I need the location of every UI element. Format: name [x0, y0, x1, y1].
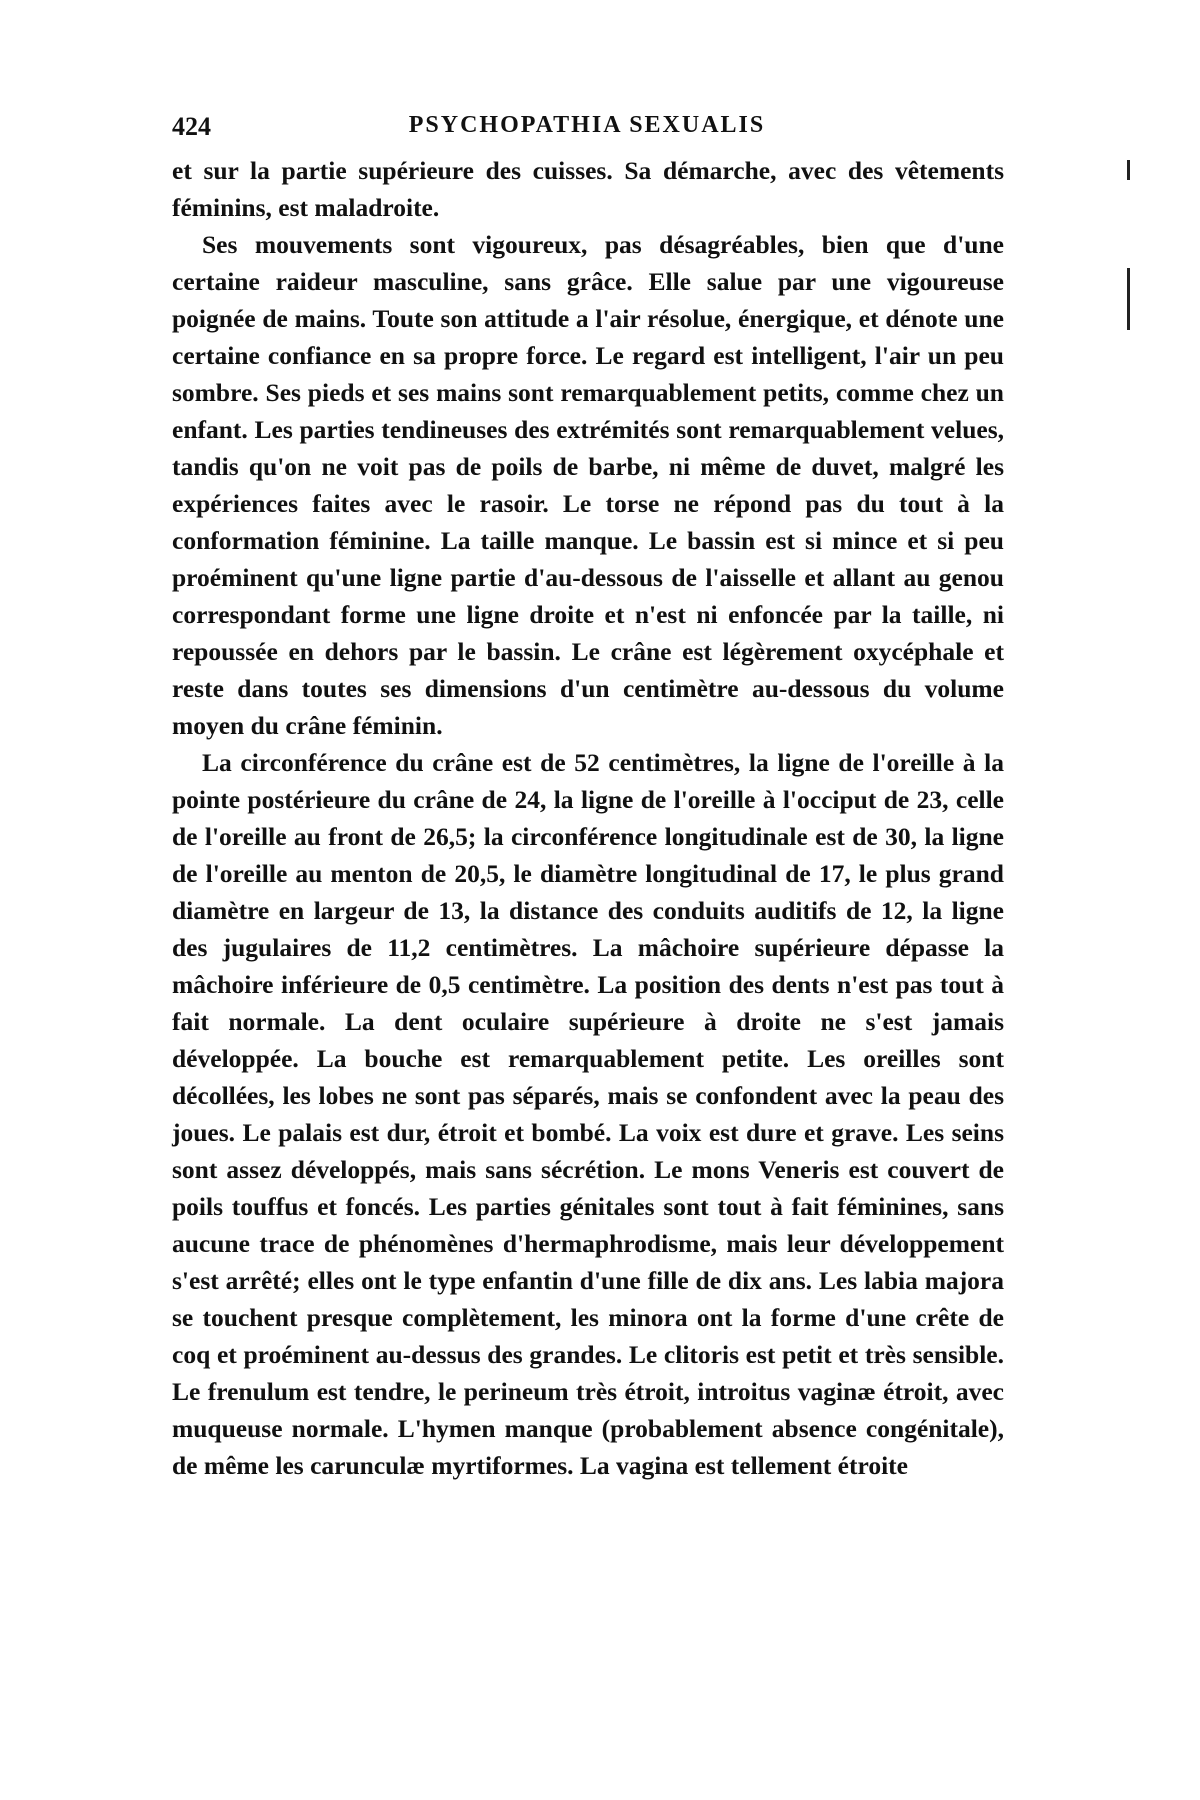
margin-mark: [1127, 160, 1130, 180]
running-title: PSYCHOPATHIA SEXUALIS: [408, 112, 766, 138]
margin-mark: [1127, 268, 1130, 330]
paragraph: Ses mouvements sont vigoureux, pas désagréables, bien que d'une certaine raideur masculine, sans grâce. Elle salue par une vigoureuse poignée de mains. Toute son attitude a l'air résolue, énergique, et dénote une certaine confiance en sa propre force. Le regard est intelligent, l'air un peu sombre. Ses pieds et ses mains sont remarquablement petits, comme chez un enfant. Les parties tendineuses des extrémités sont remarquablement velues, tandis qu'on ne voit pas de poils de barbe, ni même de duvet, malgré les expériences faites avec le rasoir. Le torse ne répond pas du tout à la conformation féminine. La taille manque. Le bassin est si mince et si peu proéminent qu'une ligne partie d'au-dessous de l'aisselle et allant au genou correspondant forme une ligne droite et n'est ni enfoncée par la taille, ni repoussée en dehors par le bassin. Le crâne est légèrement oxycéphale et reste dans toutes ses dimensions d'un centimètre au-dessous du volume moyen du crâne féminin.: [172, 230, 1004, 740]
page-header: [172, 112, 1002, 152]
page-number: 424: [172, 112, 211, 141]
paragraph: La circonférence du crâne est de 52 centimètres, la ligne de l'oreille à la pointe postérieure du crâne de 24, la ligne de l'oreille à l'occiput de 23, celle de l'oreille au front de 26,5; la circonférence longitudinale est de 30, la ligne de l'oreille au menton de 20,5, le diamètre longitudinal de 17, le plus grand diamètre en largeur de 13, la distance des conduits auditifs de 12, la ligne des jugulaires de 11,2 centimètres. La mâchoire supérieure dépasse la mâchoire inférieure de 0,5 centimètre. La position des dents n'est pas tout à fait normale. La dent oculaire supérieure à droite ne s'est jamais développée. La bouche est remarquablement petite. Les oreilles sont décollées, les lobes ne sont pas séparés, mais se confondent avec la peau des joues. Le palais est dur, étroit et bombé. La voix est dure et grave. Les seins sont assez développés, mais sans sécrétion. Le mons Veneris est couvert de poils touffus et foncés. Les parties génitales sont tout à fait féminines, sans aucune trace de phénomènes d'hermaphrodisme, mais leur développement s'est arrêté; elles ont le type enfantin d'une fille de dix ans. Les labia majora se touchent presque complètement, les minora ont la forme d'une crête de coq et proéminent au-dessus des grandes. Le clitoris est petit et très sensible. Le frenulum est tendre, le perineum très étroit, introitus vaginæ étroit, avec muqueuse normale. L'hymen manque (probablement absence congénitale), de même les carunculæ myrtiformes. La vagina est tellement étroite: [172, 748, 1004, 1480]
body-text: [172, 152, 1004, 1484]
paragraph-continued: et sur la partie supérieure des cuisses. Sa démarche, avec des vêtements féminins, est maladroite.: [172, 156, 1004, 222]
